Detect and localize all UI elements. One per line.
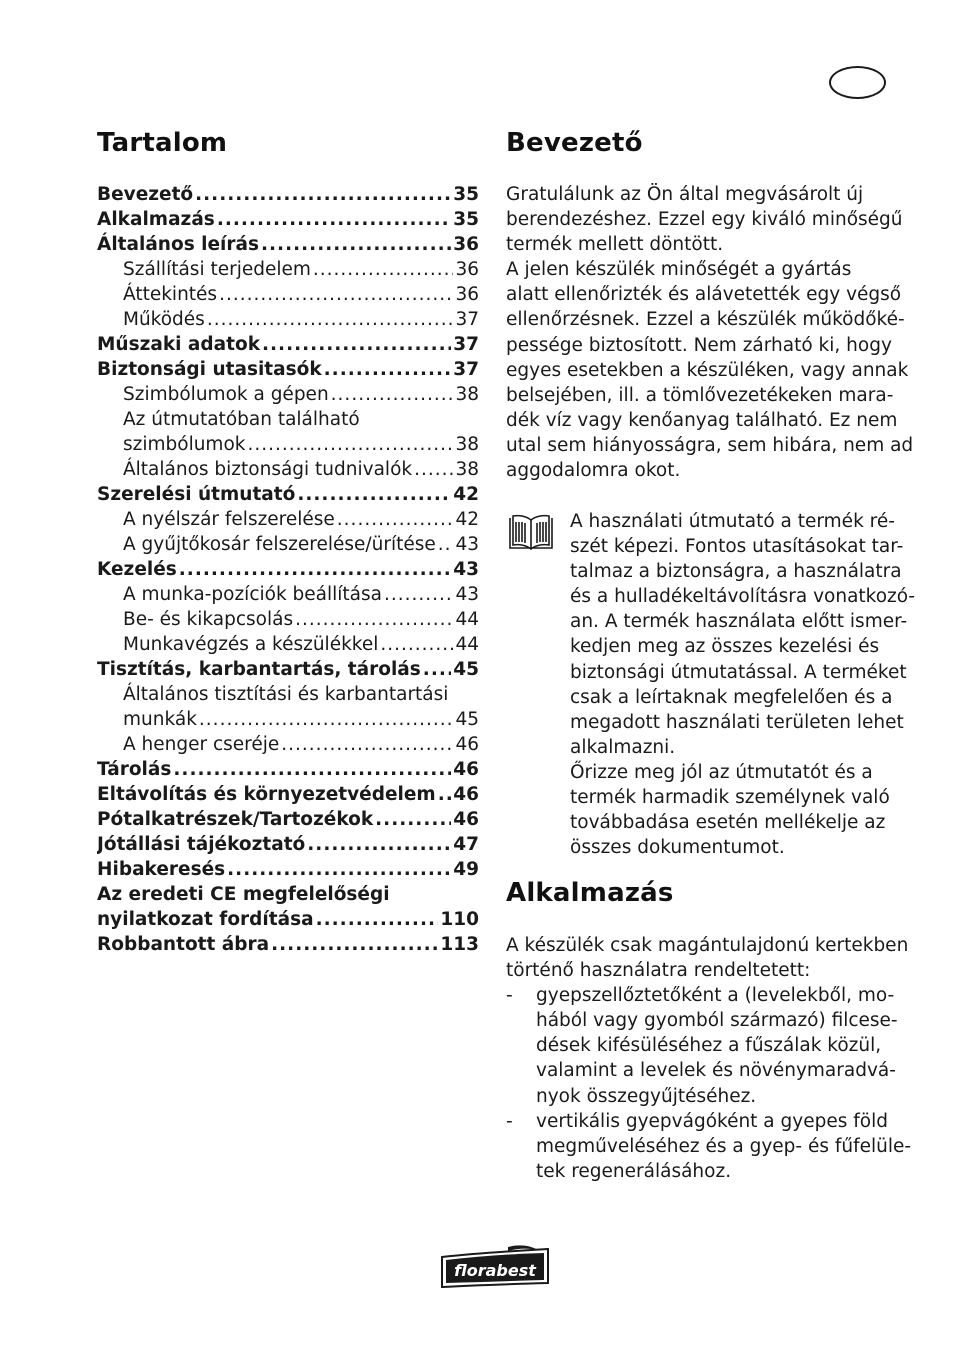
text-line: Gratulálunk az Ön által megvásárolt új (506, 184, 864, 205)
toc-entry-page: 45 (455, 709, 479, 730)
toc-leader-dots (307, 832, 451, 857)
text-line: és a hulladékeltávolításra vonatkozó- (570, 586, 916, 608)
toc-entry (97, 482, 479, 507)
toc-entry (97, 732, 479, 757)
toc-entry-page: 38 (455, 459, 479, 480)
toc-entry-page: 36 (453, 234, 479, 255)
toc-entry (97, 882, 479, 907)
book-icon (507, 514, 555, 554)
toc-entry-title: munkák (123, 709, 197, 730)
text-line: valamint a levelek és növénymaradvá- (536, 1060, 896, 1082)
toc-entry (97, 432, 479, 457)
language-badge (829, 66, 886, 99)
toc-entry-title: Tárolás (97, 759, 172, 780)
text-line: szét képezi. Fontos utasításokat tar- (570, 536, 904, 558)
toc-entry-page: 43 (453, 559, 479, 580)
logo-text: florabest (454, 1261, 536, 1280)
toc-entry-page: 47 (453, 834, 479, 855)
list-item (506, 1109, 898, 1134)
toc-leader-dots (297, 482, 451, 507)
toc-entry-title: Az eredeti CE megfelelőségi (97, 884, 390, 905)
toc-leader-dots (375, 807, 451, 832)
toc-entry-title: A gyűjtőkosár felszerelése/ürítése (123, 534, 436, 555)
toc-leader-dots (207, 307, 454, 332)
toc-leader-dots (217, 207, 451, 232)
toc-entry-page: 38 (455, 434, 479, 455)
intro-heading: Bevezető (506, 128, 643, 158)
toc-entry (97, 657, 479, 682)
toc-leader-dots (195, 182, 451, 207)
text-line: egyes esetekben a készüléken, vagy annak (506, 359, 909, 381)
toc-leader-dots (313, 257, 454, 282)
toc-entry-title: Általános tisztítási és karbantartási (123, 684, 449, 705)
toc-entry (97, 407, 479, 432)
toc-leader-dots (438, 782, 452, 807)
list-item (506, 983, 898, 1008)
toc-entry-page: 38 (455, 384, 479, 405)
toc-entry (97, 207, 479, 232)
toc-leader-dots (227, 857, 451, 882)
text-line: Őrizze meg jól az útmutatót és a (570, 761, 873, 783)
text-line: berendezéshez. Ezzel egy kiváló minőségű (506, 209, 903, 231)
toc-entry-page: 49 (453, 859, 479, 880)
usage-heading: Alkalmazás (506, 878, 674, 908)
toc-entry (97, 932, 479, 957)
toc-entry-title: Munkavégzés a készülékkel (123, 634, 379, 655)
toc-entry-page: 37 (455, 309, 479, 330)
toc-entry (97, 857, 479, 882)
toc-entry-title: A munka-pozíciók beállítása (123, 584, 382, 605)
toc-leader-dots (316, 907, 439, 932)
toc-leader-dots (438, 532, 454, 557)
toc-leader-dots (337, 507, 454, 532)
intro-paragraph (506, 182, 914, 483)
toc-entry-page: 46 (453, 759, 479, 780)
toc-entry-page: 35 (453, 184, 479, 205)
text-line: A jelen készülék minőségét a gyártás (506, 259, 852, 281)
toc-entry (97, 582, 479, 607)
toc-entry-title: nyilatkozat fordítása (97, 909, 314, 930)
toc-entry-page: 36 (455, 259, 479, 280)
toc-entry-title: Szállítási terjedelem (123, 259, 311, 280)
text-line: csak a leírtaknak megfelelően és a (570, 686, 893, 708)
toc-entry-title: Áttekintés (123, 284, 218, 305)
text-line: biztonsági útmutatással. A terméket (570, 661, 907, 683)
toc-entry-title: Kezelés (97, 559, 177, 580)
text-line: A készülék csak magántulajdonú kertekben (506, 935, 909, 956)
toc-leader-dots (199, 707, 454, 732)
text-line: aggodalomra okot. (506, 460, 681, 482)
toc-entry-title: Műszaki adatok (97, 334, 260, 355)
toc-entry (97, 557, 479, 582)
toc-entry (97, 282, 479, 307)
toc-entry-title: Általános biztonsági tudnivalók (123, 459, 413, 480)
toc-leader-dots (271, 932, 438, 957)
toc-leader-dots (380, 632, 453, 657)
toc-entry-title: A nyélszár felszerelése (123, 509, 335, 530)
toc-leader-dots (262, 332, 451, 357)
toc-entry-page: 46 (453, 809, 479, 830)
text-line: dék víz vagy kenőanyag található. Ez nem (506, 409, 898, 431)
table-of-contents (97, 182, 479, 957)
toc-entry (97, 307, 479, 332)
toc-entry-page: 110 (440, 909, 479, 930)
bullet-dash: - (506, 1110, 513, 1132)
text-line: megadott használati területen lehet (570, 711, 904, 733)
florabest-logo (438, 1245, 552, 1289)
text-line: nyok összegyűjtéséhez. (536, 1085, 757, 1107)
toc-leader-dots (384, 582, 453, 607)
toc-leader-dots (414, 457, 453, 482)
toc-leader-dots (295, 607, 453, 632)
toc-leader-dots (324, 357, 452, 382)
text-line: alkalmazni. (570, 736, 676, 758)
text-line: hából vagy gyomból származó) filcese- (536, 1010, 898, 1032)
toc-entry (97, 457, 479, 482)
toc-entry (97, 332, 479, 357)
toc-entry (97, 382, 479, 407)
text-line: ellenőrzésnek. Ezzel a készülék működőké- (506, 309, 905, 331)
toc-entry (97, 532, 479, 557)
toc-entry-page: 42 (453, 484, 479, 505)
toc-entry (97, 182, 479, 207)
toc-leader-dots (423, 657, 451, 682)
toc-entry-title: Általános leírás (97, 234, 259, 255)
toc-entry (97, 707, 479, 732)
toc-leader-dots (173, 757, 451, 782)
toc-entry-title: szimbólumok (123, 434, 246, 455)
toc-entry (97, 832, 479, 857)
toc-entry-page: 45 (453, 659, 479, 680)
toc-entry (97, 782, 479, 807)
toc-entry-title: Biztonsági utasitasók (97, 359, 322, 380)
toc-leader-dots (248, 432, 454, 457)
list-item-text: vertikális gyepvágóként a gyepes föld (536, 1110, 888, 1132)
toc-entry-page: 36 (455, 284, 479, 305)
toc-leader-dots (331, 382, 454, 407)
text-line: dések kifésüléséhez a fűszálak közül, (536, 1035, 882, 1057)
toc-leader-dots (219, 282, 453, 307)
toc-entry-page: 46 (453, 784, 479, 805)
toc-leader-dots (281, 732, 453, 757)
text-line: kedjen meg az összes kezelési és (570, 636, 880, 658)
toc-entry-page: 43 (455, 534, 479, 555)
toc-entry-page: 44 (455, 634, 479, 655)
toc-entry-page: 37 (453, 334, 479, 355)
toc-entry-title: Pótalkatrészek/Tartozékok (97, 809, 374, 830)
toc-entry-page: 44 (455, 609, 479, 630)
toc-entry-title: Robbantott ábra (97, 934, 270, 955)
text-line: termék harmadik személynek való (570, 787, 890, 809)
text-line: tek regenerálásához. (536, 1160, 732, 1182)
toc-entry (97, 757, 479, 782)
text-line: belsejében, ill. a tömlővezetékeken mara- (506, 384, 894, 406)
toc-entry (97, 682, 479, 707)
toc-entry-title: Szimbólumok a gépen (123, 384, 329, 405)
manual-note (570, 509, 916, 860)
toc-entry-title: Eltávolítás és környezetvédelem (97, 784, 436, 805)
toc-entry-title: Hibakeresés (97, 859, 226, 880)
list-item-text: gyepszellőztetőként a (levelekből, mo- (536, 985, 895, 1007)
toc-entry-title: A henger cseréje (123, 734, 280, 755)
toc-entry-page: 113 (440, 934, 479, 955)
text-line: talmaz a biztonságra, a használatra (570, 561, 902, 583)
toc-entry-title: Bevezető (97, 184, 194, 205)
text-line: utal sem hiányosságra, sem hibára, nem ad (506, 434, 914, 456)
text-line: A használati útmutató a termék ré- (570, 511, 895, 532)
toc-leader-dots (179, 557, 451, 582)
toc-entry (97, 357, 479, 382)
text-line: továbbadása esetén mellékelje az (570, 812, 886, 834)
toc-entry (97, 907, 479, 932)
toc-entry-title: Jótállási tájékoztató (97, 834, 306, 855)
toc-entry-title: Alkalmazás (97, 209, 215, 230)
toc-entry-title: Szerelési útmutató (97, 484, 296, 505)
text-line: pessége biztosított. Nem zárható ki, hogy (506, 334, 892, 356)
toc-entry (97, 507, 479, 532)
toc-entry-page: 35 (453, 209, 479, 230)
text-line: összes dokumentumot. (570, 837, 785, 859)
bullet-dash: - (506, 985, 513, 1007)
toc-entry (97, 807, 479, 832)
toc-entry-title: Az útmutatóban található (123, 409, 360, 430)
toc-entry (97, 607, 479, 632)
toc-entry-page: 37 (453, 359, 479, 380)
toc-entry-title: Tisztítás, karbantartás, tárolás (97, 659, 421, 680)
toc-entry-page: 42 (455, 509, 479, 530)
toc-entry (97, 632, 479, 657)
toc-entry-title: Működés (123, 309, 205, 330)
usage-paragraph (506, 933, 912, 1184)
toc-leader-dots (261, 232, 451, 257)
text-line: történő használatra rendeltetett: (506, 960, 811, 982)
toc-entry-title: Be- és kikapcsolás (123, 609, 294, 630)
text-line: megműveléséhez és a gyep- és fűfelüle- (536, 1135, 912, 1157)
toc-entry-page: 43 (455, 584, 479, 605)
text-line: alatt ellenőrizték és alávetették egy végső (506, 284, 902, 306)
toc-entry (97, 257, 479, 282)
toc-entry (97, 232, 479, 257)
text-line: an. A termék használata előtt ismer- (570, 611, 908, 633)
text-line: termék mellett döntött. (506, 234, 724, 256)
toc-heading: Tartalom (97, 128, 228, 158)
toc-entry-page: 46 (455, 734, 479, 755)
